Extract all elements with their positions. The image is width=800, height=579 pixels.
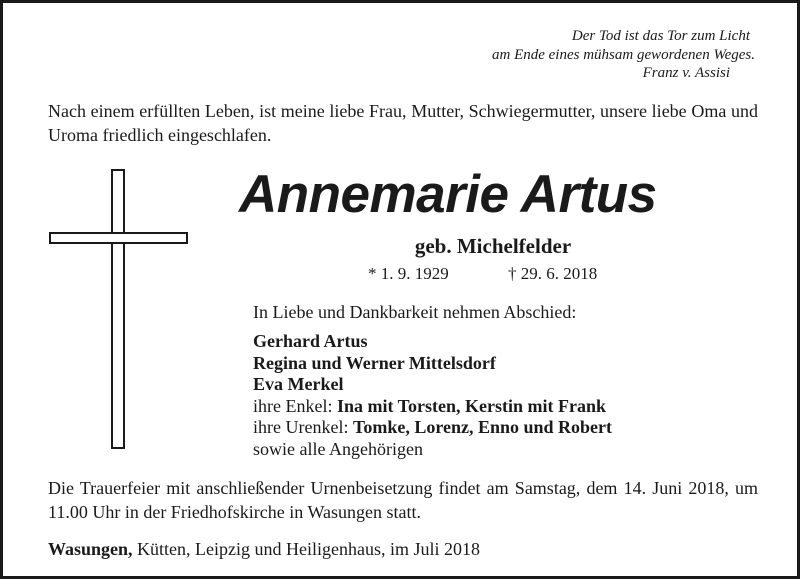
quote-author: Franz v. Assisi (642, 65, 730, 81)
great-grandchildren-label: ihre Urenkel: (253, 417, 349, 437)
mourner-name: Gerhard Artus (253, 331, 368, 351)
maiden-name: geb. Michelfelder (414, 234, 572, 258)
grandchildren-names: Ina mit Torsten, Kerstin mit Frank (336, 395, 606, 416)
grandchildren-line (253, 396, 612, 418)
mourner-name: Eva Merkel (253, 374, 344, 394)
town-name: Wasungen, (48, 539, 133, 559)
places-and-date: Kütten, Leipzig und Heiligenhaus, im Juli 2018 (137, 539, 480, 559)
deceased-name: Annemarie Artus (239, 165, 657, 224)
death-date: † 29. 6. 2018 (508, 264, 598, 283)
cross-icon (49, 169, 189, 449)
place-and-date-line (48, 537, 480, 561)
cross-vertical-beam (111, 169, 125, 449)
cross-horizontal-beam (49, 232, 188, 244)
grandchildren-label: ihre Enkel: (253, 395, 333, 416)
other-relatives: sowie alle Angehörigen (253, 438, 423, 459)
mourners-list (253, 331, 612, 460)
farewell-line: In Liebe und Dankbarkeit nehmen Abschied: (253, 302, 577, 322)
epigraph-quote (383, 27, 755, 83)
great-grandchildren-names: Tomke, Lorenz, Enno und Robert (352, 417, 613, 437)
intro-text: Nach einem erfüllten Leben, ist meine liebe Frau, Mutter, Schwiegermutter, unsere liebe Oma und Uroma friedlich eingeschlafen. (48, 101, 758, 145)
great-grandchildren-line (253, 417, 612, 439)
mourner-name: Regina und Werner Mittelsdorf (253, 352, 496, 373)
funeral-announcement: Die Trauerfeier mit anschließender Urnenbeisetzung findet am Samstag, dem 14. Juni 2018, um 11.00 Uhr in der Friedhofskirche in Wasungen statt. (48, 478, 758, 522)
birth-date: * 1. 9. 1929 (368, 264, 449, 283)
quote-line: am Ende eines mühsam gewordenen Weges. (491, 46, 755, 63)
quote-line: Der Tod ist das Tor zum Licht (571, 28, 750, 44)
